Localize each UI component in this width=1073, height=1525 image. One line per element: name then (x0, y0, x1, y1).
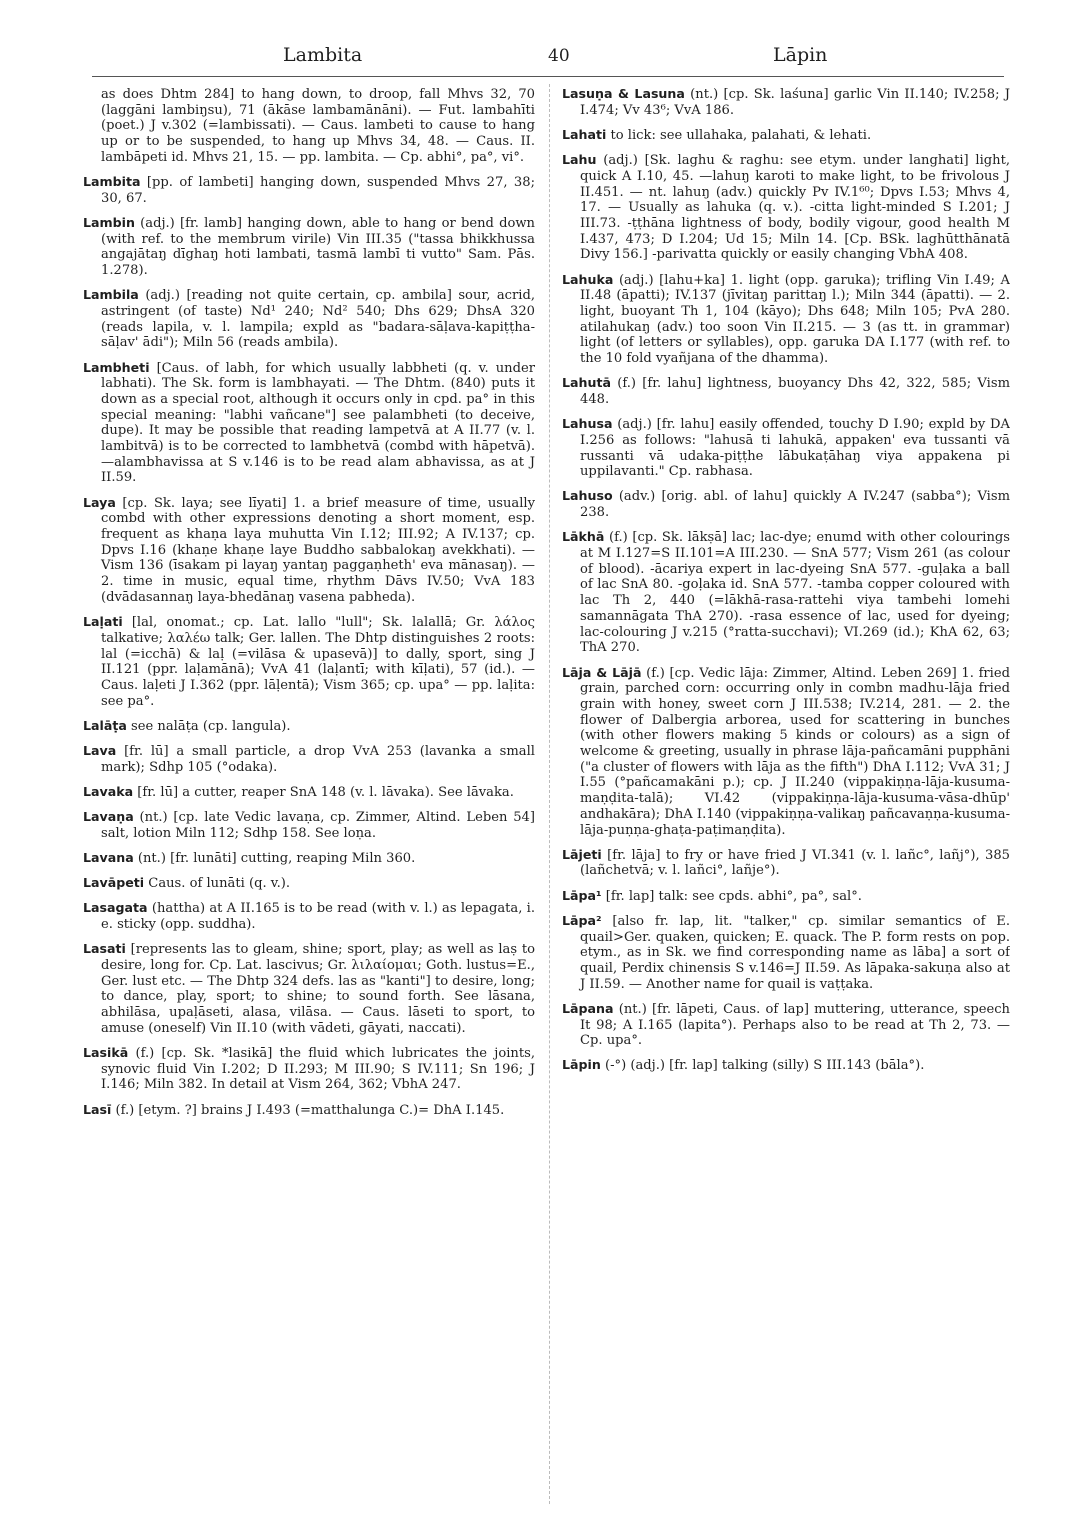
dictionary-entry (83, 718, 535, 735)
entry-headword: Lāpa² (562, 912, 602, 928)
dictionary-entry (562, 86, 1010, 118)
entry-text: [Caus. of labh, for which usually labbheti (q. v. under labhati). The Sk. form is lambhayati. — The Dhtm. (840) puts it down as a special root, although it occurs only in cpd. pa° in this special meaning: "labhi vañcane"] see palambheti (to deceive, dupe). It may be possible that reading lampetvā at A II.77 (v. l. lambitvā) is to be corrected to lambhetvā (combd with hāpetvā). —alambhavissa at S v.146 is to be read alam abhavissa, as at J II.59. (101, 360, 535, 486)
entry-headword: Lākhā (562, 529, 605, 545)
entry-headword: Lāpin (562, 1057, 601, 1073)
left-running-headword: Lambita (283, 44, 363, 66)
entry-headword: Lasuṇa & Lasuna (562, 86, 685, 101)
column-divider (549, 84, 550, 1504)
dictionary-entry (83, 614, 535, 709)
dictionary-entry (562, 152, 1010, 263)
entry-headword: Lalāṭa (83, 717, 127, 733)
entry-text: see nalāṭa (cp. langula). (131, 718, 291, 734)
entry-headword: Lahutā (562, 375, 611, 391)
entry-text: (adv.) [orig. abl. of lahu] quickly A IV.247 (sabba°); Vism 238. (580, 489, 1010, 521)
entry-text: (f.) [etym. ?] brains J I.493 (=matthalunga C.)= DhA I.145. (115, 1102, 505, 1118)
entry-headword: Lājeti (562, 846, 602, 862)
right-running-headword: Lāpin (773, 44, 828, 66)
entry-headword: Lambita (83, 174, 141, 190)
entry-headword: Lasagata (83, 900, 148, 916)
dictionary-entry (562, 665, 1010, 839)
dictionary-entry (83, 495, 535, 606)
dictionary-entry (562, 847, 1010, 879)
entry-headword: Lahuso (562, 488, 613, 504)
entry-text: (nt.) [cp. Sk. laśuna] garlic Vin II.140; IV.258; J I.474; Vv 43⁶; VvA 186. (580, 87, 1010, 118)
entry-text: [fr. lū] a small particle, a drop VvA 253 (lavanka a small mark); Sdhp 105 (°odaka). (101, 744, 535, 775)
entry-text: (nt.) [fr. lunāti] cutting, reaping Miln 360. (137, 851, 416, 867)
dictionary-entry (83, 875, 535, 892)
entry-headword: Lasī (83, 1101, 112, 1117)
dictionary-entry (83, 784, 535, 801)
entry-text: as does Dhtm 284] to hang down, to droop, fall Mhvs 32, 70 (laggāni lambiŋsu), 71 (ākāse lambamānāni). — Fut. lambahīti (poet.) J v.302 (=lambissati). — Caus. lambeti to cause to hang up or to be suspended, to hang up Mhvs 34, 48. — Caus. II. lambāpeti id. Mhvs 21, 15. — pp. lambita. — Cp. abhi°, pa°, vi°. (101, 87, 535, 165)
dictionary-entry (562, 375, 1010, 407)
entry-text: (nt.) [fr. lāpeti, Caus. of lap] muttering, utterance, speech It 98; A I.165 (lapita°). Perhaps also to be read at Th 2, 73. — Cp. upa°. (580, 1001, 1010, 1049)
dictionary-entry (562, 416, 1010, 480)
entry-text: [fr. lū] a cutter, reaper SnA 148 (v. l. lāvaka). See lāvaka. (137, 784, 514, 800)
entry-headword: Lahati (562, 126, 607, 142)
dictionary-entry (83, 743, 535, 775)
dictionary-entry (83, 941, 535, 1036)
entry-text: (adj.) [reading not quite certain, cp. ambila] sour, acrid, astringent (of taste) Nd¹ 240; Nd² 540; Dhs 629; DhsA 320 (reads lapila, v. l. lampila; expld as "badara-sāḷava-kapiṭṭha-sāḷav' ādi"); Miln 56 (reads ambila). (101, 288, 535, 351)
entry-headword: Lava (83, 743, 117, 759)
entry-text: [lal, onomat.; cp. Lat. lallo "lull"; Sk. lalallā; Gr. λάλος talkative; λαλέω talk; Ger. lallen. The Dhtp distinguishes 2 roots: lal (=icchā) & laḷ (=vilāsa & upasevā)] to dally, sport, sing J II.121 (ppr. laḷamānā); VvA 41 (laḷantī; with kīḷati), 57 (id.). — Caus. laḷeti J I.362 (ppr. lāḷentā); Vism 365; cp. upa° — pp. laḷita: see pa°. (101, 615, 535, 709)
page-number: 40 (548, 46, 570, 66)
entry-text: (-°) (adj.) [fr. lap] talking (silly) S III.143 (bāla°). (605, 1058, 925, 1074)
entry-headword: Lambin (83, 214, 135, 230)
entry-text: [also fr. lap, lit. "talker," cp. similar semantics of E. quail>Ger. quaken, quicken; E. quack. The P. form rests on pop. etym., as in Sk. we find corresponding name as lāba] a sort of quail, Perdix chinensis S v.146=J II.59. As lāpaka-sakuṇa also at J II.59. — Another name for quail is vaṭṭaka. (580, 913, 1010, 992)
dictionary-entry (562, 913, 1010, 993)
dictionary-entry (83, 1045, 535, 1093)
entry-headword: Lāpana (562, 1000, 614, 1016)
entry-headword: Lambheti (83, 359, 150, 375)
entry-text: (f.) [cp. Vedic lāja: Zimmer, Altind. Leben 269] 1. fried grain, parched corn: occurring only in combn madhu-lāja fried grain with honey, sweet corn J III.538; IV.214, 281. — 2. the flower of Dalbergia arborea, used for scattering in bunches (with other flowers making 5 kinds or colours) as a sign of welcome & greeting, usually in phrase lāja-pañcamāni pupphāni ("a cluster of flowers with lāja as the fifth") DhA I.112; VvA 31; J I.55 (°pañcamakāni p.); cp. J II.240 (vippakiṇṇa-lāja-kusuma-maṇḍita-talā); VI.42 (vippakiṇṇa-lāja-kusuma-vāsa-dhūp' andhakāra); DhA I.140 (vippakiṇṇa-valikaŋ pañcavaṇṇa-kusuma-lāja-puṇṇa-ghaṭa-paṭimaṇḍita). (580, 665, 1010, 838)
entry-text: (nt.) [cp. late Vedic lavaṇa, cp. Zimmer, Altind. Leben 54] salt, lotion Miln 112; Sdhp 158. See loṇa. (101, 810, 535, 841)
entry-headword: Lahu (562, 152, 597, 168)
dictionary-entry (83, 1102, 535, 1119)
entry-headword: Lahuka (562, 271, 614, 287)
entry-headword: Lāpa¹ (562, 887, 602, 903)
dictionary-entry (562, 127, 1010, 144)
left-column (83, 86, 535, 1511)
entry-headword: Lasikā (83, 1045, 129, 1061)
dictionary-entry (562, 1057, 1010, 1074)
entry-text: (adj.) [Sk. laghu & raghu: see etym. under langhati] light, quick A I.10, 45. —lahuŋ karoti to make light, to be frivolous J II.451. — nt. lahuŋ (adv.) quickly Pv IV.1⁶⁰; Dpvs I.53; Mhvs 4, 17. — Usually as lahuka (q. v.). -citta light-minded S I.201; J III.73. -ṭṭhāna lightness of body, bodily vigour, good health M I.437, 473; D I.204; Ud 15; Miln 14. [Cp. BSk. laghūtthānatā Divy 156.] -parivatta quickly or easily changing VbhA 408. (580, 153, 1010, 263)
entry-headword: Laya (83, 494, 116, 510)
entry-text: (adj.) [fr. lahu] easily offended, touchy D I.90; expld by DA I.256 as follows: "lahusā ti lahukā, appaken' eva tussanti vā russanti vā udaka-piṭṭhe lābukaṭāhaŋ viya appakena pi uppilavanti." Cp. rabhasa. (580, 417, 1010, 480)
entry-headword: Lavana (83, 850, 134, 866)
dictionary-entry (83, 86, 535, 166)
entry-text: [pp. of lambeti] hanging down, suspended Mhvs 27, 38; 30, 67. (101, 175, 535, 206)
dictionary-entry (83, 215, 535, 279)
entry-headword: Laḷati (83, 614, 123, 630)
entry-headword: Lavaṇa (83, 809, 134, 825)
entry-text: (f.) [cp. Sk. *lasikā] the fluid which lubricates the joints, synovic fluid Vin I.202; D II.293; M III.90; S IV.111; Sn 196; J I.146; Miln 382. In detail at Vism 264, 362; VbhA 247. (101, 1046, 535, 1093)
dictionary-entry (83, 900, 535, 932)
entry-headword: Lahusa (562, 416, 613, 432)
entry-text: (adj.) [fr. lamb] hanging down, able to hang or bend down (with ref. to the membrum virile) Vin III.35 ("tassa bhikkhussa angajātaŋ dīghaŋ hoti lambati, tasmā lambī ti vutto" Sam. Pās. 1.278). (101, 215, 535, 279)
dictionary-entry (562, 1001, 1010, 1049)
entry-text: [cp. Sk. laya; see līyati] 1. a brief measure of time, usually combd with other expressions denoting a short moment, esp. frequent as khaṇa laya muhutta Vin I.12; III.92; A IV.137; cp. Dpvs I.16 (khaṇe khaṇe laye Buddho sabbalokaŋ avekkhati). — Vism 136 (īsakam pi layaŋ yantaŋ paggaṇheth' eva mānasaŋ). — 2. time in music, equal time, rhythm Dāvs IV.50; VvA 183 (dvādasannaŋ laya-bhedānaŋ vasena pabheda). (101, 495, 535, 605)
page-header (0, 44, 1073, 74)
dictionary-entry (562, 272, 1010, 367)
entry-text: [fr. lāja] to fry or have fried J VI.341 (v. l. lañc°, lañj°), 385 (lañchetvā; v. l. lañci°, lañje°). (580, 847, 1010, 879)
entry-headword: Lavāpeti (83, 875, 145, 891)
dictionary-entry (83, 287, 535, 351)
dictionary-entry (83, 809, 535, 841)
entry-headword: Lavaka (83, 783, 134, 799)
entry-text: (adj.) [lahu+ka] 1. light (opp. garuka); trifling Vin I.49; A II.48 (āpatti); IV.137 (jīvitaŋ parittaŋ l.); Miln 344 (āpatti). — 2. light, buoyant Th 1, 104 (kāyo); Dhs 648; Miln 105; PvA 280. atilahukaŋ (adv.) too soon Vin II.215. — 3 (as tt. in grammar) light (of letters or syllables), opp. garuka DA I.177 (with ref. to the 10 fold vyañjana of the dhamma). (580, 272, 1010, 367)
entry-headword: Lāja & Lājā (562, 664, 642, 680)
dictionary-entry (83, 850, 535, 867)
entry-text: [fr. lap] talk: see cpds. abhi°, pa°, sal°. (605, 888, 862, 904)
dictionary-entry (562, 488, 1010, 520)
entry-text: (hattha) at A II.165 is to be read (with v. l.) as lepagata, i. e. sticky (opp. suddha). (101, 901, 535, 933)
entry-text: (f.) [cp. Sk. lākṣā] lac; lac-dye; enumd with other colourings at M I.127=S II.101=A III.230. — SnA 577; Vism 261 (as colour of blood). -ācariya expert in lac-dyeing SnA 577. -guḷaka a ball of lac SnA 80. -goḷaka id. SnA 577. -tamba copper coloured with lac Th 2, 440 (=lākhā-rasa-rattehi viya tambehi lomehi samannāgata ThA 270). -rasa essence of lac, used for dyeing; lac-colouring J v.215 (°ratta-succhavi); VI.269 (id.); KhA 62, 63; ThA 270. (580, 530, 1010, 656)
entry-text: [represents las to gleam, shine; sport, play; as well as laṣ to desire, long for. Cp. Lat. lascivus; Gr. λιλαίομαι; Goth. lustus=E., Ger. lust etc. — The Dhtp 324 defs. las as "kanti"] to desire, long; to dance, play, sport; to shine; to sound forth. See lāsana, abhilāsa, upaḷāseti, alasa, vilāsa. — Caus. lāseti to sport, to amuse (oneself) Vin II.10 (with vādeti, gāyati, naccati). (101, 942, 535, 1036)
dictionary-entry (562, 888, 1010, 905)
dictionary-entry (83, 360, 535, 487)
dictionary-entry (562, 529, 1010, 656)
entry-headword: Lasati (83, 941, 126, 957)
entry-headword: Lambila (83, 287, 139, 303)
header-rule (92, 76, 1004, 77)
right-column (562, 86, 1010, 1511)
entry-text: to lick: see ullahaka, palahati, & lehati. (610, 127, 872, 143)
entry-text: (f.) [fr. lahu] lightness, buoyancy Dhs 42, 322, 585; Vism 448. (580, 376, 1010, 407)
dictionary-entry (83, 174, 535, 206)
entry-text: Caus. of lunāti (q. v.). (148, 876, 291, 892)
